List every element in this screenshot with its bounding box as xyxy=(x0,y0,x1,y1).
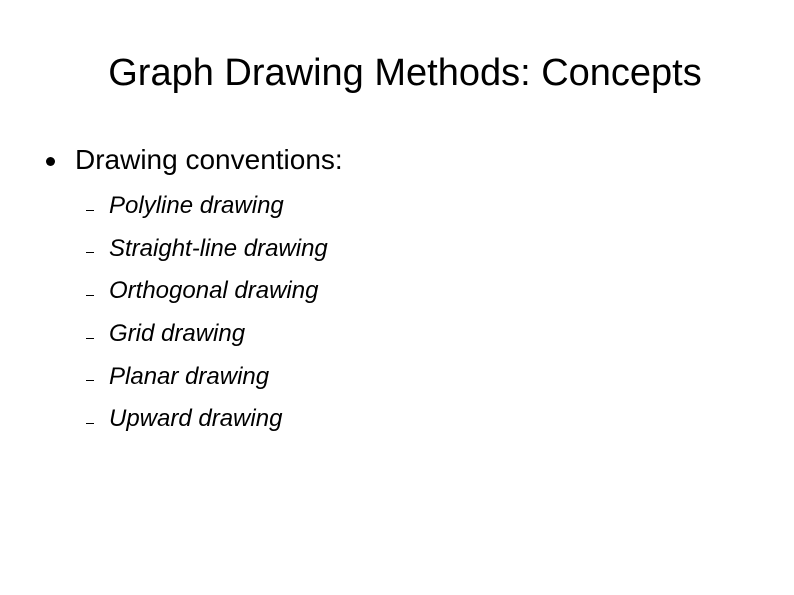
sub-bullet-text: Straight-line drawing xyxy=(109,234,328,262)
sub-bullet-list xyxy=(86,185,328,441)
sub-bullet-text: Orthogonal drawing xyxy=(109,277,319,305)
sub-bullet-text: Grid drawing xyxy=(109,320,246,348)
sub-bullet-item xyxy=(86,355,328,398)
bullet-text: Drawing conventions: xyxy=(75,144,343,175)
sub-bullet-item xyxy=(86,228,328,271)
dash-bullet-icon xyxy=(86,423,94,424)
sub-bullet-text: Upward drawing xyxy=(109,405,283,433)
dash-bullet-icon xyxy=(86,380,94,381)
sub-bullet-item xyxy=(86,270,328,313)
dash-bullet-icon xyxy=(86,338,94,339)
dash-bullet-icon xyxy=(86,252,94,253)
filled-circle-bullet-icon xyxy=(46,157,55,166)
sub-bullet-item xyxy=(86,313,328,356)
bullet-item xyxy=(46,140,343,180)
dash-bullet-icon xyxy=(86,295,94,296)
slide-title: Graph Drawing Methods: Concepts xyxy=(108,52,702,94)
dash-bullet-icon xyxy=(86,210,94,211)
sub-bullet-text: Planar drawing xyxy=(109,362,270,390)
sub-bullet-item xyxy=(86,185,328,228)
sub-bullet-item xyxy=(86,398,328,441)
sub-bullet-text: Polyline drawing xyxy=(109,192,284,220)
